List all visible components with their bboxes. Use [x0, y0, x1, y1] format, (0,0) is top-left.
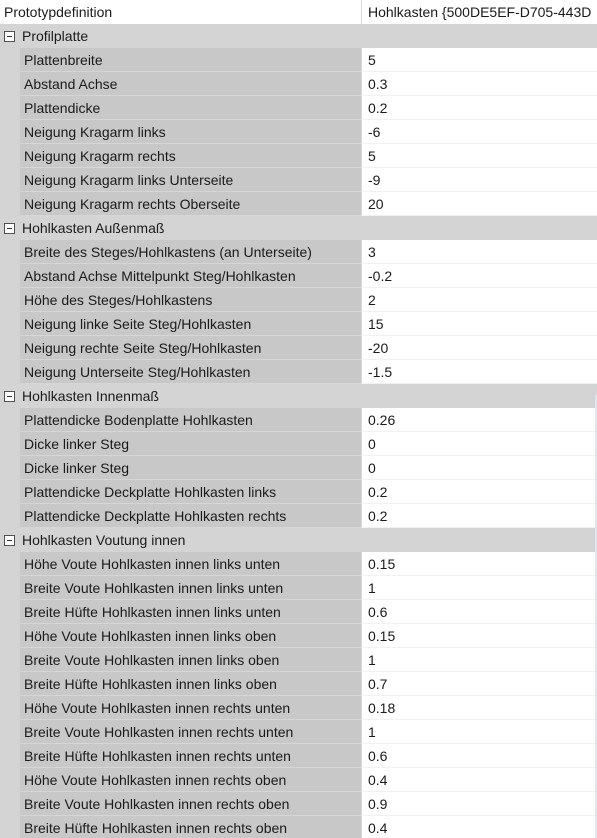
collapse-toggle-icon[interactable]: [4, 391, 15, 402]
property-value[interactable]: 0.15: [361, 552, 597, 576]
property-row[interactable]: [0, 144, 597, 168]
property-label: Abstand Achse Mittelpunkt Steg/Hohlkasten: [20, 264, 361, 288]
property-value[interactable]: 0.18: [361, 696, 597, 720]
property-row[interactable]: [0, 648, 597, 672]
property-value[interactable]: 0.26: [361, 408, 597, 432]
property-row[interactable]: [0, 336, 597, 360]
property-row[interactable]: [0, 120, 597, 144]
category-title: Profilplatte: [22, 28, 89, 44]
category-hohlkasten-innenmass[interactable]: [0, 384, 597, 408]
property-label: Breite Hüfte Hohlkasten innen links oben: [20, 672, 361, 696]
property-label: Dicke linker Steg: [20, 432, 361, 456]
property-label: Breite des Steges/Hohlkastens (an Unterseite): [20, 240, 361, 264]
property-row[interactable]: [0, 816, 597, 838]
property-row[interactable]: [0, 408, 597, 432]
collapse-toggle-icon[interactable]: [4, 31, 15, 42]
property-row[interactable]: [0, 168, 597, 192]
property-label: Plattendicke Deckplatte Hohlkasten rechts: [20, 504, 361, 528]
property-label: Neigung Kragarm links Unterseite: [20, 168, 361, 192]
property-value[interactable]: -6: [361, 120, 597, 144]
property-row[interactable]: [0, 768, 597, 792]
prototype-definition-value[interactable]: Hohlkasten {500DE5EF-D705-443D: [361, 0, 597, 24]
property-label: Breite Voute Hohlkasten innen links unten: [20, 576, 361, 600]
property-label: Plattenbreite: [20, 48, 361, 72]
property-row[interactable]: [0, 96, 597, 120]
property-value[interactable]: -0.2: [361, 264, 597, 288]
property-value[interactable]: 0.6: [361, 600, 597, 624]
property-row[interactable]: [0, 600, 597, 624]
property-row[interactable]: [0, 696, 597, 720]
property-value[interactable]: 0.9: [361, 792, 597, 816]
collapse-toggle-icon[interactable]: [4, 535, 15, 546]
property-value[interactable]: 1: [361, 720, 597, 744]
property-row[interactable]: [0, 744, 597, 768]
property-label: Dicke linker Steg: [20, 456, 361, 480]
property-label: Breite Voute Hohlkasten innen rechts unten: [20, 720, 361, 744]
property-value[interactable]: 2: [361, 288, 597, 312]
property-value[interactable]: 0: [361, 432, 597, 456]
property-row[interactable]: [0, 240, 597, 264]
property-label: Höhe Voute Hohlkasten innen links oben: [20, 624, 361, 648]
property-value[interactable]: 1: [361, 648, 597, 672]
category-title: Hohlkasten Außenmaß: [22, 220, 165, 236]
property-label: Höhe des Steges/Hohlkastens: [20, 288, 361, 312]
property-value[interactable]: 20: [361, 192, 597, 216]
property-label: Höhe Voute Hohlkasten innen rechts unten: [20, 696, 361, 720]
property-value[interactable]: -1.5: [361, 360, 597, 384]
property-value[interactable]: 1: [361, 576, 597, 600]
property-label: Breite Hüfte Hohlkasten innen links unten: [20, 600, 361, 624]
category-title: Hohlkasten Innenmaß: [22, 388, 159, 404]
property-value[interactable]: 0.2: [361, 504, 597, 528]
prototype-definition-row[interactable]: [0, 0, 597, 24]
property-label: Neigung Kragarm links: [20, 120, 361, 144]
property-label: Neigung Kragarm rechts: [20, 144, 361, 168]
property-row[interactable]: [0, 480, 597, 504]
property-row[interactable]: [0, 288, 597, 312]
property-row[interactable]: [0, 504, 597, 528]
property-value[interactable]: 0.4: [361, 816, 597, 838]
property-value[interactable]: 5: [361, 48, 597, 72]
property-label: Breite Voute Hohlkasten innen rechts oben: [20, 792, 361, 816]
property-value[interactable]: 15: [361, 312, 597, 336]
property-value[interactable]: -9: [361, 168, 597, 192]
property-row[interactable]: [0, 264, 597, 288]
property-row[interactable]: [0, 48, 597, 72]
property-label: Neigung linke Seite Steg/Hohlkasten: [20, 312, 361, 336]
property-value[interactable]: 0.15: [361, 624, 597, 648]
property-row[interactable]: [0, 792, 597, 816]
property-value[interactable]: 0.3: [361, 72, 597, 96]
property-row[interactable]: [0, 672, 597, 696]
property-row[interactable]: [0, 624, 597, 648]
property-label: Neigung rechte Seite Steg/Hohlkasten: [20, 336, 361, 360]
property-label: Plattendicke Bodenplatte Hohlkasten: [20, 408, 361, 432]
property-label: Neigung Unterseite Steg/Hohlkasten: [20, 360, 361, 384]
property-row[interactable]: [0, 192, 597, 216]
property-label: Breite Voute Hohlkasten innen links oben: [20, 648, 361, 672]
property-row[interactable]: [0, 720, 597, 744]
property-row[interactable]: [0, 456, 597, 480]
property-label: Plattendicke Deckplatte Hohlkasten links: [20, 480, 361, 504]
property-row[interactable]: [0, 552, 597, 576]
property-value[interactable]: 3: [361, 240, 597, 264]
property-value[interactable]: 0.2: [361, 96, 597, 120]
property-value[interactable]: 0.6: [361, 744, 597, 768]
property-label: Breite Hüfte Hohlkasten innen rechts oben: [20, 816, 361, 838]
property-row[interactable]: [0, 576, 597, 600]
property-row[interactable]: [0, 360, 597, 384]
property-value[interactable]: 0.2: [361, 480, 597, 504]
collapse-toggle-icon[interactable]: [4, 223, 15, 234]
category-profilplatte[interactable]: [0, 24, 597, 48]
property-label: Höhe Voute Hohlkasten innen links unten: [20, 552, 361, 576]
category-hohlkasten-aussenmass[interactable]: [0, 216, 597, 240]
property-label: Höhe Voute Hohlkasten innen rechts oben: [20, 768, 361, 792]
category-title: Hohlkasten Voutung innen: [22, 532, 186, 548]
property-label: Breite Hüfte Hohlkasten innen rechts unten: [20, 744, 361, 768]
property-row[interactable]: [0, 72, 597, 96]
category-hohlkasten-voutung-innen[interactable]: [0, 528, 597, 552]
property-label: Abstand Achse: [20, 72, 361, 96]
property-value[interactable]: 0.4: [361, 768, 597, 792]
property-row[interactable]: [0, 432, 597, 456]
property-value[interactable]: 0.7: [361, 672, 597, 696]
property-row[interactable]: [0, 312, 597, 336]
property-value[interactable]: -20: [361, 336, 597, 360]
property-label: Plattendicke: [20, 96, 361, 120]
property-value[interactable]: 5: [361, 144, 597, 168]
property-value[interactable]: 0: [361, 456, 597, 480]
prototype-definition-label: Prototypdefinition: [0, 0, 361, 24]
property-label: Neigung Kragarm rechts Oberseite: [20, 192, 361, 216]
